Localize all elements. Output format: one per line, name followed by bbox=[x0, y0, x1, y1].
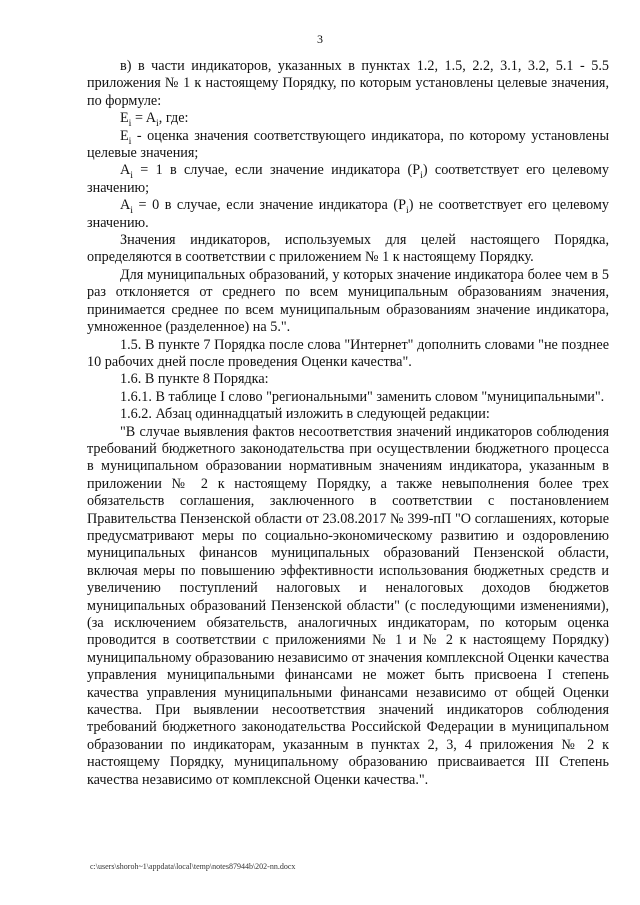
paragraph bbox=[87, 267, 609, 337]
text-run: 1.6.1. В таблице I слово "региональными" заменить словом "муниципальными". bbox=[120, 388, 605, 405]
text-run: - оценка значения соответствующего индикатора, по которому установлены целевые значения; bbox=[87, 127, 609, 162]
text-run: E bbox=[120, 110, 129, 127]
subscript-index: i bbox=[420, 170, 423, 182]
footer-file-path: c:\users\shoroh~1\appdata\local\temp\notes87944b\202-nn.docx bbox=[90, 862, 296, 871]
text-run: , где: bbox=[158, 110, 189, 127]
text-run: E bbox=[120, 127, 129, 144]
text-run: 1.5. В пункте 7 Порядка после слова "Интернет" дополнить словами "не позднее 10 рабочих дней после проведения Оценки качества". bbox=[87, 336, 609, 370]
page-number: 3 bbox=[317, 32, 323, 46]
text-run: в) в части индикаторов, указанных в пунктах 1.2, 1.5, 2.2, 3.1, 3.2, 5.1 - 5.5 приложения № 1 к настоящему Порядку, по которым установлены целевые значения, по формуле: bbox=[87, 58, 609, 109]
paragraph bbox=[87, 337, 609, 372]
paragraph bbox=[87, 128, 609, 163]
paragraph bbox=[87, 110, 609, 130]
paragraph bbox=[87, 371, 609, 388]
paragraph bbox=[87, 232, 609, 267]
subscript-index: i bbox=[156, 118, 159, 130]
text-run: Значения индикаторов, используемых для целей настоящего Порядка, определяются в соответствии с приложением № 1 к настоящему Порядку. bbox=[87, 232, 609, 266]
paragraph bbox=[87, 162, 609, 197]
text-run: = 0 в случае, если значение индикатора (P bbox=[133, 197, 406, 214]
text-run: = A bbox=[131, 110, 156, 127]
paragraph bbox=[87, 58, 609, 110]
document-body bbox=[87, 58, 609, 789]
text-run: 1.6.2. Абзац одиннадцатый изложить в следующей редакции: bbox=[120, 406, 490, 423]
text-run: A bbox=[120, 197, 131, 214]
text-run: 1.6. В пункте 8 Порядка: bbox=[120, 371, 269, 388]
text-run: = 1 в случае, если значение индикатора (P bbox=[133, 162, 421, 179]
text-run: ) соответствует его целевому значению; bbox=[87, 162, 610, 196]
paragraph bbox=[87, 424, 609, 790]
text-run: A bbox=[120, 162, 131, 179]
subscript-index: i bbox=[130, 205, 134, 217]
subscript-index: i bbox=[128, 118, 132, 130]
subscript-index: i bbox=[405, 205, 409, 217]
paragraph bbox=[87, 197, 609, 232]
subscript-index: i bbox=[130, 170, 134, 182]
paragraph bbox=[87, 389, 609, 406]
subscript-index: i bbox=[128, 135, 132, 147]
paragraph bbox=[87, 406, 609, 423]
text-run: "В случае выявления фактов несоответствия значений индикаторов соблюдения требований бюджетного законодательства при осуществлении бюджетного процесса в муниципальном образовании нормативным значениям индикатора, указанным в приложении № 2 к настоящему Порядку, а также невыполнения более трех обязательств соглашения, заключенного в соответствии с постановлением Правительства Пензенской области от 23.08.2017 № 399-пП "О соглашениях, которые предусматривают меры по социально-экономическому развитию и оздоровлению муниципальных финансов муниципальных образований Пензенской области, включая меры по повышению эффективности использования бюджетных средств и увеличению поступлений налоговых и неналоговых доходов бюджетов муниципальных образований Пензенской области" (с последующими изменениями), (за исключением обязательств, аналогичных индикаторам, по которым оценка проводится в соответствии с приложениями № 1 и № 2 к настоящему Порядку) муниципальному образованию независимо от значения комплексной Оценки качества управления муниципальными финансами не может быть присвоена I степень качества управления муниципальными финансами независимо от общей Оценки качества. При выявлении несоответствия значений индикаторов соблюдения требований бюджетного законодательства Российской Федерации в муниципальном образовании по индикаторам, указанным в пунктах 2, 3, 4 приложения № 2 к настоящему Порядку, муниципальному образованию присваивается III Степень качества независимо от комплексной Оценки качества.". bbox=[87, 423, 609, 788]
text-run: ) не соответствует его целевому значению. bbox=[87, 197, 610, 231]
text-run: Для муниципальных образований, у которых значение индикатора более чем в 5 раз отклоняется от среднего по всем муниципальным образованиям значения, принимается среднее по всем муниципальным образованиям значение индикатора, умноженное (разделенное) на 5.". bbox=[87, 266, 609, 336]
